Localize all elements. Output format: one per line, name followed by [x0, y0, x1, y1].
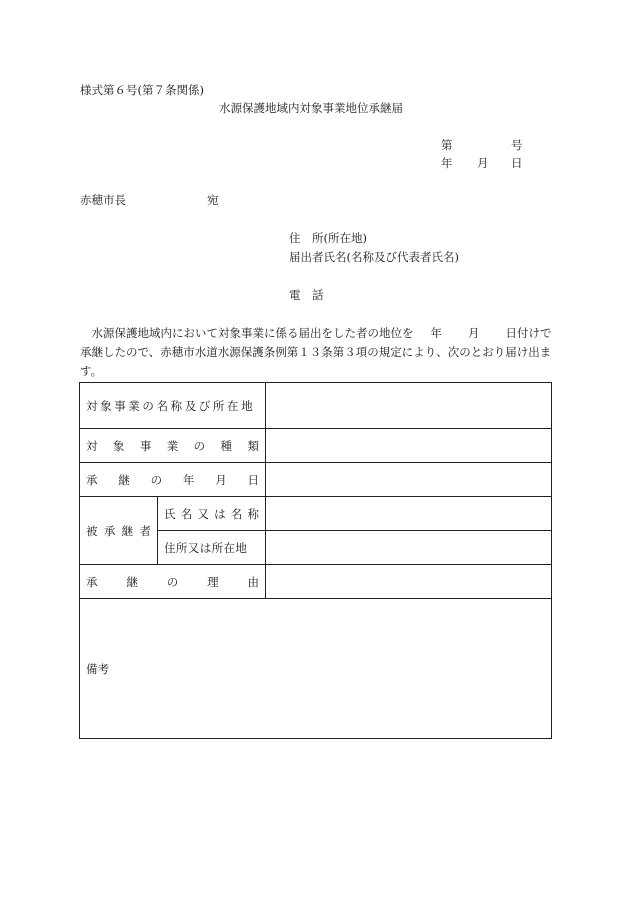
label-char: 又 [197, 506, 209, 521]
applicant-address-label: 住 所(所在地) [289, 231, 367, 245]
document-title: 水源保護地域内対象事業地位承継届 [219, 101, 403, 115]
body-blank-year: 年 [430, 326, 442, 340]
body-blank-day: 日付け [505, 326, 540, 340]
label-char: 継 [118, 472, 130, 487]
label-char: 称 [247, 506, 260, 521]
label-char: 名 [180, 506, 193, 521]
date-month-label: 月 [477, 156, 489, 170]
label-char: 業 [166, 438, 179, 453]
field-succession-reason[interactable] [266, 565, 552, 599]
row-succession-reason [80, 565, 552, 599]
doc-number-prefix: 第 [441, 138, 453, 152]
field-project-name[interactable] [266, 383, 552, 429]
label-predecessor-address [158, 531, 266, 565]
label-project-type [80, 429, 266, 463]
label-char: 種 [220, 438, 233, 453]
label-char: 対 [86, 438, 98, 453]
recipient-honorific: 宛 [207, 193, 219, 207]
row-remarks [80, 599, 552, 739]
row-succession-date [80, 463, 552, 497]
label-succession-reason [80, 565, 266, 599]
label-remarks: 備考 [86, 661, 109, 676]
label-char: 者 [139, 523, 151, 538]
label-project-name-text: 対象事業の名称及び所在地 [86, 398, 256, 413]
label-char: 名 [230, 506, 243, 521]
label-char: 月 [215, 472, 227, 487]
label-char: 由 [247, 574, 259, 589]
notification-body [80, 324, 552, 381]
label-char: 承 [103, 523, 116, 538]
label-char: 年 [182, 472, 195, 487]
label-char: 類 [247, 438, 259, 453]
field-remarks[interactable] [80, 599, 552, 739]
label-char: 被 [86, 523, 98, 538]
applicant-name-label: 届出者氏名(名称及び代表者氏名) [289, 250, 459, 264]
field-succession-date[interactable] [266, 463, 552, 497]
field-predecessor-address[interactable] [266, 531, 552, 565]
succession-form-table [79, 382, 552, 739]
label-char: の [193, 438, 206, 453]
date-year-label: 年 [441, 156, 453, 170]
date-day-label: 日 [511, 156, 523, 170]
label-char: 理 [207, 574, 219, 589]
applicant-phone-label: 電 話 [289, 288, 324, 302]
row-predecessor-name [80, 497, 552, 531]
label-predecessor-address-text: 住所又は所在地 [164, 540, 248, 555]
label-predecessor [80, 497, 158, 565]
label-predecessor-name [158, 497, 266, 531]
body-text-before: 水源保護地域内において対象事業に係る届出をした者の地位を [80, 326, 414, 340]
label-char: の [166, 574, 179, 589]
label-succession-date [80, 463, 266, 497]
label-char: 日 [247, 472, 259, 487]
body-text-after: で承継したので、赤穂市水道水源保護条例第１３条第３項の規定により、次のとおり届け出ます。 [80, 326, 552, 378]
label-char: 象 [112, 438, 125, 453]
row-project-name [80, 383, 552, 429]
label-char: 氏 [164, 506, 176, 521]
field-project-type[interactable] [266, 429, 552, 463]
label-char: 承 [86, 574, 98, 589]
field-predecessor-name[interactable] [266, 497, 552, 531]
form-type: 様式第６号(第７条関係) [80, 83, 204, 97]
row-project-type [80, 429, 552, 463]
body-blank-month: 月 [468, 326, 480, 340]
label-char: 事 [139, 438, 152, 453]
label-project-name [80, 383, 266, 429]
label-char: 継 [121, 523, 134, 538]
recipient-name: 赤穂市長 [80, 193, 126, 207]
label-char: 承 [86, 472, 98, 487]
doc-number-suffix: 号 [511, 138, 523, 152]
label-char: は [214, 506, 226, 521]
label-char: 継 [126, 574, 138, 589]
label-char: の [150, 472, 163, 487]
